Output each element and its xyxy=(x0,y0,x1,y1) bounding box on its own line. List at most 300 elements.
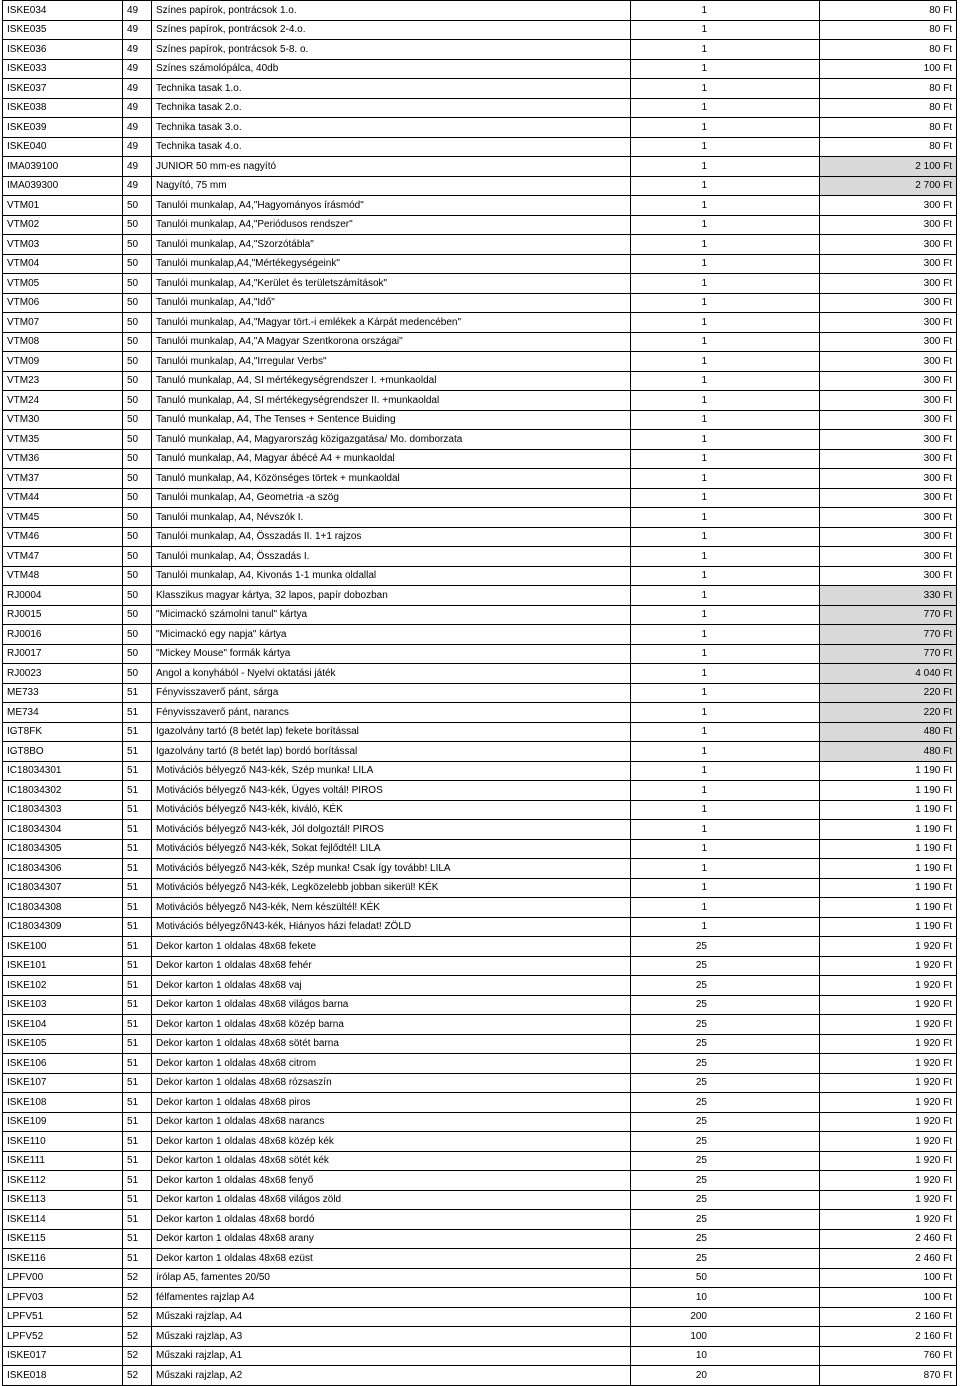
description-cell: Dekor karton 1 oldalas 48x68 fenyő xyxy=(152,1171,631,1191)
group-number-cell: 51 xyxy=(123,995,152,1015)
price-cell: 4 040 Ft xyxy=(820,664,957,684)
quantity-cell: 25 xyxy=(631,995,820,1015)
table-row xyxy=(3,274,957,294)
table-row xyxy=(3,313,957,333)
price-cell: 300 Ft xyxy=(820,547,957,567)
description-cell: Tanulói munkalap, A4,"Kerület és területszámítások" xyxy=(152,274,631,294)
group-number-cell: 52 xyxy=(123,1268,152,1288)
quantity-cell: 1 xyxy=(631,488,820,508)
price-cell: 480 Ft xyxy=(820,722,957,742)
table-row xyxy=(3,1229,957,1249)
group-number-cell: 51 xyxy=(123,937,152,957)
description-cell: "Mickey Mouse" formák kártya xyxy=(152,644,631,664)
table-row xyxy=(3,976,957,996)
price-cell: 1 920 Ft xyxy=(820,1112,957,1132)
group-number-cell: 51 xyxy=(123,1171,152,1191)
group-number-cell: 51 xyxy=(123,1229,152,1249)
group-number-cell: 51 xyxy=(123,683,152,703)
table-row xyxy=(3,391,957,411)
description-cell: Igazolvány tartó (8 betét lap) fekete borítással xyxy=(152,722,631,742)
table-row xyxy=(3,1366,957,1386)
product-code-cell: ISKE114 xyxy=(3,1210,123,1230)
description-cell: Tanulói munkalap, A4, Névszók I. xyxy=(152,508,631,528)
group-number-cell: 51 xyxy=(123,742,152,762)
group-number-cell: 51 xyxy=(123,1034,152,1054)
table-row xyxy=(3,898,957,918)
group-number-cell: 51 xyxy=(123,1151,152,1171)
price-cell: 220 Ft xyxy=(820,683,957,703)
group-number-cell: 50 xyxy=(123,527,152,547)
price-cell: 1 190 Ft xyxy=(820,878,957,898)
price-cell: 300 Ft xyxy=(820,371,957,391)
description-cell: Dekor karton 1 oldalas 48x68 citrom xyxy=(152,1054,631,1074)
quantity-cell: 200 xyxy=(631,1307,820,1327)
price-cell: 300 Ft xyxy=(820,293,957,313)
product-code-cell: VTM36 xyxy=(3,449,123,469)
price-cell: 300 Ft xyxy=(820,527,957,547)
price-cell: 300 Ft xyxy=(820,508,957,528)
quantity-cell: 25 xyxy=(631,937,820,957)
quantity-cell: 1 xyxy=(631,20,820,40)
product-code-cell: ISKE115 xyxy=(3,1229,123,1249)
price-cell: 2 100 Ft xyxy=(820,157,957,177)
product-code-cell: VTM35 xyxy=(3,430,123,450)
product-code-cell: VTM06 xyxy=(3,293,123,313)
price-cell: 1 190 Ft xyxy=(820,761,957,781)
quantity-cell: 1 xyxy=(631,469,820,489)
group-number-cell: 49 xyxy=(123,157,152,177)
group-number-cell: 50 xyxy=(123,410,152,430)
table-row xyxy=(3,196,957,216)
group-number-cell: 50 xyxy=(123,235,152,255)
price-cell: 2 160 Ft xyxy=(820,1307,957,1327)
table-row xyxy=(3,703,957,723)
product-code-cell: IC18034309 xyxy=(3,917,123,937)
table-row xyxy=(3,1132,957,1152)
product-code-cell: RJ0023 xyxy=(3,664,123,684)
quantity-cell: 25 xyxy=(631,1054,820,1074)
quantity-cell: 1 xyxy=(631,430,820,450)
description-cell: Műszaki rajzlap, A1 xyxy=(152,1346,631,1366)
group-number-cell: 50 xyxy=(123,371,152,391)
table-row xyxy=(3,995,957,1015)
price-cell: 300 Ft xyxy=(820,196,957,216)
group-number-cell: 50 xyxy=(123,313,152,333)
product-code-cell: ISKE112 xyxy=(3,1171,123,1191)
quantity-cell: 25 xyxy=(631,1132,820,1152)
table-row xyxy=(3,1054,957,1074)
product-code-cell: ISKE034 xyxy=(3,1,123,21)
product-code-cell: ISKE040 xyxy=(3,137,123,157)
table-row xyxy=(3,293,957,313)
quantity-cell: 1 xyxy=(631,176,820,196)
group-number-cell: 49 xyxy=(123,98,152,118)
description-cell: Tanuló munkalap, A4, Magyar ábécé A4 + munkaoldal xyxy=(152,449,631,469)
price-cell: 300 Ft xyxy=(820,332,957,352)
table-row xyxy=(3,586,957,606)
quantity-cell: 1 xyxy=(631,625,820,645)
quantity-cell: 1 xyxy=(631,605,820,625)
table-row xyxy=(3,547,957,567)
product-code-cell: ISKE038 xyxy=(3,98,123,118)
group-number-cell: 50 xyxy=(123,254,152,274)
description-cell: Színes papírok, pontrácsok 2-4.o. xyxy=(152,20,631,40)
table-row xyxy=(3,98,957,118)
description-cell: Tanulói munkalap,A4,"Mértékegységeink" xyxy=(152,254,631,274)
quantity-cell: 1 xyxy=(631,410,820,430)
group-number-cell: 51 xyxy=(123,820,152,840)
product-code-cell: VTM05 xyxy=(3,274,123,294)
description-cell: JUNIOR 50 mm-es nagyító xyxy=(152,157,631,177)
description-cell: Tanulói munkalap, A4, Kivonás 1-1 munka oldallal xyxy=(152,566,631,586)
price-cell: 100 Ft xyxy=(820,59,957,79)
product-code-cell: IGT8FK xyxy=(3,722,123,742)
price-cell: 760 Ft xyxy=(820,1346,957,1366)
description-cell: Dekor karton 1 oldalas 48x68 világos barna xyxy=(152,995,631,1015)
product-code-cell: RJ0015 xyxy=(3,605,123,625)
description-cell: Angol a konyhából - Nyelvi oktatási játék xyxy=(152,664,631,684)
description-cell: Dekor karton 1 oldalas 48x68 világos zöld xyxy=(152,1190,631,1210)
quantity-cell: 1 xyxy=(631,137,820,157)
price-cell: 300 Ft xyxy=(820,488,957,508)
quantity-cell: 25 xyxy=(631,1151,820,1171)
table-row xyxy=(3,566,957,586)
description-cell: Tanulói munkalap, A4,"Szorzótábla" xyxy=(152,235,631,255)
group-number-cell: 51 xyxy=(123,761,152,781)
description-cell: Motivációs bélyegző N43-kék, Nem készültél! KÉK xyxy=(152,898,631,918)
description-cell: Technika tasak 4.o. xyxy=(152,137,631,157)
price-cell: 80 Ft xyxy=(820,1,957,21)
product-code-cell: ISKE110 xyxy=(3,1132,123,1152)
quantity-cell: 1 xyxy=(631,761,820,781)
description-cell: Tanuló munkalap, A4, SI mértékegységrendszer II. +munkaoldal xyxy=(152,391,631,411)
quantity-cell: 25 xyxy=(631,1073,820,1093)
description-cell: Fényvisszaverő pánt, narancs xyxy=(152,703,631,723)
price-cell: 300 Ft xyxy=(820,235,957,255)
price-cell: 1 190 Ft xyxy=(820,839,957,859)
product-code-cell: ISKE101 xyxy=(3,956,123,976)
product-code-cell: ISKE103 xyxy=(3,995,123,1015)
group-number-cell: 49 xyxy=(123,59,152,79)
group-number-cell: 51 xyxy=(123,839,152,859)
product-code-cell: RJ0016 xyxy=(3,625,123,645)
description-cell: Színes papírok, pontrácsok 5-8. o. xyxy=(152,40,631,60)
group-number-cell: 51 xyxy=(123,800,152,820)
price-cell: 1 190 Ft xyxy=(820,781,957,801)
description-cell: Technika tasak 3.o. xyxy=(152,118,631,138)
price-cell: 80 Ft xyxy=(820,20,957,40)
product-code-cell: VTM24 xyxy=(3,391,123,411)
quantity-cell: 1 xyxy=(631,742,820,762)
product-code-cell: IGT8BO xyxy=(3,742,123,762)
description-cell: Dekor karton 1 oldalas 48x68 rózsaszín xyxy=(152,1073,631,1093)
quantity-cell: 1 xyxy=(631,820,820,840)
description-cell: Dekor karton 1 oldalas 48x68 piros xyxy=(152,1093,631,1113)
table-row xyxy=(3,1288,957,1308)
table-row xyxy=(3,157,957,177)
table-row xyxy=(3,20,957,40)
group-number-cell: 49 xyxy=(123,137,152,157)
description-cell: Tanulói munkalap, A4,"Irregular Verbs" xyxy=(152,352,631,372)
description-cell: Motivációs bélyegző N43-kék, Szép munka! Csak így tovább! LILA xyxy=(152,859,631,879)
quantity-cell: 25 xyxy=(631,1112,820,1132)
table-row xyxy=(3,40,957,60)
price-cell: 1 920 Ft xyxy=(820,1093,957,1113)
price-cell: 300 Ft xyxy=(820,410,957,430)
group-number-cell: 51 xyxy=(123,976,152,996)
description-cell: Tanulói munkalap, A4,"A Magyar Szentkorona országai" xyxy=(152,332,631,352)
description-cell: Dekor karton 1 oldalas 48x68 ezüst xyxy=(152,1249,631,1269)
price-cell: 300 Ft xyxy=(820,449,957,469)
group-number-cell: 51 xyxy=(123,1249,152,1269)
table-row xyxy=(3,1327,957,1347)
product-code-cell: IC18034305 xyxy=(3,839,123,859)
quantity-cell: 1 xyxy=(631,683,820,703)
description-cell: Dekor karton 1 oldalas 48x68 közép kék xyxy=(152,1132,631,1152)
price-list-body xyxy=(3,1,957,1386)
quantity-cell: 1 xyxy=(631,800,820,820)
price-cell: 1 920 Ft xyxy=(820,1034,957,1054)
product-code-cell: ISKE116 xyxy=(3,1249,123,1269)
price-cell: 1 920 Ft xyxy=(820,937,957,957)
description-cell: "Micimackó egy napja" kártya xyxy=(152,625,631,645)
table-row xyxy=(3,683,957,703)
price-cell: 80 Ft xyxy=(820,79,957,99)
table-row xyxy=(3,1112,957,1132)
table-row xyxy=(3,1210,957,1230)
description-cell: Színes számolópálca, 40db xyxy=(152,59,631,79)
group-number-cell: 50 xyxy=(123,449,152,469)
description-cell: Műszaki rajzlap, A4 xyxy=(152,1307,631,1327)
product-code-cell: LPFV51 xyxy=(3,1307,123,1327)
table-row xyxy=(3,215,957,235)
price-cell: 770 Ft xyxy=(820,625,957,645)
table-row xyxy=(3,1093,957,1113)
group-number-cell: 51 xyxy=(123,1190,152,1210)
price-cell: 300 Ft xyxy=(820,566,957,586)
quantity-cell: 25 xyxy=(631,1190,820,1210)
group-number-cell: 50 xyxy=(123,508,152,528)
table-row xyxy=(3,1171,957,1191)
price-cell: 300 Ft xyxy=(820,352,957,372)
description-cell: Technika tasak 2.o. xyxy=(152,98,631,118)
table-row xyxy=(3,59,957,79)
group-number-cell: 51 xyxy=(123,1210,152,1230)
quantity-cell: 1 xyxy=(631,293,820,313)
price-cell: 2 460 Ft xyxy=(820,1249,957,1269)
table-row xyxy=(3,371,957,391)
table-row xyxy=(3,605,957,625)
table-row xyxy=(3,800,957,820)
quantity-cell: 1 xyxy=(631,703,820,723)
product-code-cell: IC18034306 xyxy=(3,859,123,879)
price-cell: 100 Ft xyxy=(820,1268,957,1288)
group-number-cell: 51 xyxy=(123,722,152,742)
table-row xyxy=(3,761,957,781)
product-code-cell: ISKE035 xyxy=(3,20,123,40)
product-code-cell: VTM47 xyxy=(3,547,123,567)
price-cell: 770 Ft xyxy=(820,644,957,664)
price-cell: 1 920 Ft xyxy=(820,1190,957,1210)
product-code-cell: ISKE109 xyxy=(3,1112,123,1132)
table-row xyxy=(3,1015,957,1035)
table-row xyxy=(3,469,957,489)
group-number-cell: 49 xyxy=(123,40,152,60)
group-number-cell: 50 xyxy=(123,586,152,606)
description-cell: Műszaki rajzlap, A3 xyxy=(152,1327,631,1347)
price-cell: 80 Ft xyxy=(820,40,957,60)
price-cell: 300 Ft xyxy=(820,215,957,235)
product-code-cell: VTM08 xyxy=(3,332,123,352)
table-row xyxy=(3,449,957,469)
price-cell: 770 Ft xyxy=(820,605,957,625)
table-row xyxy=(3,722,957,742)
table-row xyxy=(3,118,957,138)
description-cell: Dekor karton 1 oldalas 48x68 közép barna xyxy=(152,1015,631,1035)
product-code-cell: IC18034302 xyxy=(3,781,123,801)
price-cell: 300 Ft xyxy=(820,313,957,333)
quantity-cell: 1 xyxy=(631,917,820,937)
product-code-cell: ISKE037 xyxy=(3,79,123,99)
table-row xyxy=(3,644,957,664)
description-cell: Tanulói munkalap, A4,"Magyar tört.-i emlékek a Kárpát medencében" xyxy=(152,313,631,333)
product-code-cell: IMA039100 xyxy=(3,157,123,177)
price-cell: 1 920 Ft xyxy=(820,1015,957,1035)
table-row xyxy=(3,1268,957,1288)
product-code-cell: ISKE018 xyxy=(3,1366,123,1386)
product-code-cell: IC18034308 xyxy=(3,898,123,918)
quantity-cell: 1 xyxy=(631,859,820,879)
quantity-cell: 1 xyxy=(631,98,820,118)
table-row xyxy=(3,1034,957,1054)
group-number-cell: 51 xyxy=(123,1054,152,1074)
description-cell: Dekor karton 1 oldalas 48x68 sötét barna xyxy=(152,1034,631,1054)
description-cell: Dekor karton 1 oldalas 48x68 vaj xyxy=(152,976,631,996)
quantity-cell: 1 xyxy=(631,274,820,294)
quantity-cell: 25 xyxy=(631,1210,820,1230)
price-cell: 1 920 Ft xyxy=(820,956,957,976)
description-cell: Dekor karton 1 oldalas 48x68 fekete xyxy=(152,937,631,957)
quantity-cell: 50 xyxy=(631,1268,820,1288)
group-number-cell: 51 xyxy=(123,1132,152,1152)
description-cell: Tanuló munkalap, A4, Magyarország közigazgatása/ Mo. domborzata xyxy=(152,430,631,450)
product-code-cell: ISKE033 xyxy=(3,59,123,79)
description-cell: Tanuló munkalap, A4, Közönséges törtek + munkaoldal xyxy=(152,469,631,489)
price-cell: 1 920 Ft xyxy=(820,1132,957,1152)
group-number-cell: 51 xyxy=(123,781,152,801)
price-cell: 300 Ft xyxy=(820,469,957,489)
description-cell: Motivációs bélyegző N43-kék, Sokat fejlődtél! LILA xyxy=(152,839,631,859)
table-row xyxy=(3,488,957,508)
group-number-cell: 49 xyxy=(123,20,152,40)
quantity-cell: 25 xyxy=(631,956,820,976)
quantity-cell: 25 xyxy=(631,1229,820,1249)
description-cell: "Micimackó számolni tanul" kártya xyxy=(152,605,631,625)
product-code-cell: VTM09 xyxy=(3,352,123,372)
group-number-cell: 52 xyxy=(123,1288,152,1308)
group-number-cell: 51 xyxy=(123,956,152,976)
quantity-cell: 1 xyxy=(631,839,820,859)
quantity-cell: 1 xyxy=(631,547,820,567)
table-row xyxy=(3,508,957,528)
product-code-cell: VTM45 xyxy=(3,508,123,528)
price-cell: 1 190 Ft xyxy=(820,800,957,820)
group-number-cell: 50 xyxy=(123,664,152,684)
description-cell: Motivációs bélyegző N43-kék, Legközelebb jobban sikerül! KÉK xyxy=(152,878,631,898)
quantity-cell: 1 xyxy=(631,527,820,547)
quantity-cell: 1 xyxy=(631,371,820,391)
quantity-cell: 25 xyxy=(631,1034,820,1054)
description-cell: Klasszikus magyar kártya, 32 lapos, papír dobozban xyxy=(152,586,631,606)
price-cell: 2 700 Ft xyxy=(820,176,957,196)
group-number-cell: 49 xyxy=(123,118,152,138)
description-cell: Motivációs bélyegző N43-kék, kiváló, KÉK xyxy=(152,800,631,820)
group-number-cell: 50 xyxy=(123,488,152,508)
table-row xyxy=(3,956,957,976)
group-number-cell: 51 xyxy=(123,898,152,918)
quantity-cell: 25 xyxy=(631,1093,820,1113)
price-cell: 300 Ft xyxy=(820,254,957,274)
group-number-cell: 51 xyxy=(123,1112,152,1132)
group-number-cell: 51 xyxy=(123,1093,152,1113)
quantity-cell: 1 xyxy=(631,196,820,216)
quantity-cell: 1 xyxy=(631,235,820,255)
group-number-cell: 50 xyxy=(123,644,152,664)
price-cell: 1 920 Ft xyxy=(820,976,957,996)
price-cell: 1 920 Ft xyxy=(820,995,957,1015)
price-cell: 1 920 Ft xyxy=(820,1151,957,1171)
quantity-cell: 1 xyxy=(631,644,820,664)
product-code-cell: RJ0017 xyxy=(3,644,123,664)
product-code-cell: VTM44 xyxy=(3,488,123,508)
table-row xyxy=(3,332,957,352)
group-number-cell: 50 xyxy=(123,196,152,216)
table-row xyxy=(3,878,957,898)
table-row xyxy=(3,137,957,157)
product-code-cell: VTM48 xyxy=(3,566,123,586)
group-number-cell: 50 xyxy=(123,293,152,313)
table-row xyxy=(3,352,957,372)
table-row xyxy=(3,430,957,450)
product-code-cell: ISKE108 xyxy=(3,1093,123,1113)
quantity-cell: 1 xyxy=(631,391,820,411)
description-cell: Tanulói munkalap, A4,"Periódusos rendszer" xyxy=(152,215,631,235)
group-number-cell: 50 xyxy=(123,566,152,586)
product-code-cell: ISKE106 xyxy=(3,1054,123,1074)
quantity-cell: 1 xyxy=(631,157,820,177)
table-row xyxy=(3,1190,957,1210)
table-row xyxy=(3,859,957,879)
product-code-cell: VTM02 xyxy=(3,215,123,235)
price-cell: 2 460 Ft xyxy=(820,1229,957,1249)
price-cell: 80 Ft xyxy=(820,98,957,118)
quantity-cell: 1 xyxy=(631,449,820,469)
product-code-cell: VTM23 xyxy=(3,371,123,391)
group-number-cell: 50 xyxy=(123,274,152,294)
table-row xyxy=(3,1307,957,1327)
table-row xyxy=(3,820,957,840)
price-cell: 1 920 Ft xyxy=(820,1171,957,1191)
quantity-cell: 1 xyxy=(631,508,820,528)
group-number-cell: 52 xyxy=(123,1346,152,1366)
quantity-cell: 1 xyxy=(631,59,820,79)
price-cell: 1 190 Ft xyxy=(820,820,957,840)
group-number-cell: 51 xyxy=(123,1073,152,1093)
product-code-cell: IC18034307 xyxy=(3,878,123,898)
product-code-cell: ISKE113 xyxy=(3,1190,123,1210)
product-code-cell: LPFV03 xyxy=(3,1288,123,1308)
group-number-cell: 50 xyxy=(123,332,152,352)
